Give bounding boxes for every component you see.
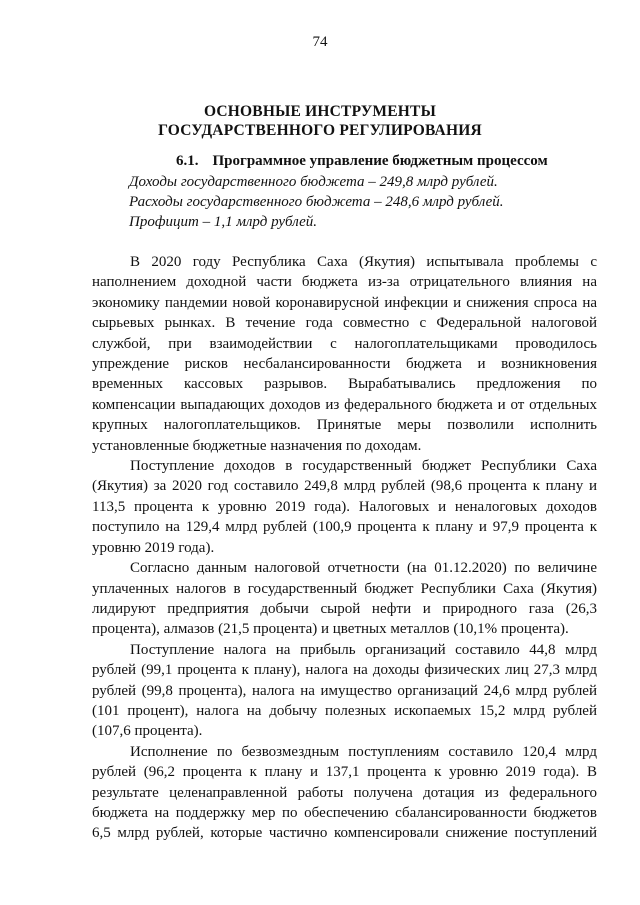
paragraph-5: Исполнение по безвозмездным поступлениям составило 120,4 млрд рублей (96,2 процента к плану и 137,1 процента к уровню 2019 года). В результате целенаправленной работы получена дотация из федерального бюджета на поддержку мер по обеспечению сбалансированности бюджетов 6,5 млрд рублей, которые частично компенсировали снижение поступлений (92, 743, 597, 842)
section-title (176, 152, 548, 171)
summary-expenses: Расходы государственного бюджета – 248,6 млрд рублей. (129, 194, 504, 210)
paragraph-4: Поступление налога на прибыль организаций составило 44,8 млрд рублей (99,1 процента к плану), налога на доходы физических лиц 27,3 млрд рублей (99,8 процента), налога на имущество организаций 24,6 млрд рублей (101 процент), налога на добычу полезных ископаемых 15,2 млрд рублей (107,6 процента). (92, 641, 597, 740)
section-title-text: Программное управление бюджетным процессом (212, 153, 548, 169)
paragraph-1: В 2020 году Республика Саха (Якутия) испытывала проблемы с наполнением доходной части бюджета из-за отрицательного влияния на экономику пандемии новой коронавирусной инфекции и снижения спроса на сырьевых рынках. В течение года совместно с Федеральной налоговой службой, при взаимодействии с налогоплательщиками проводилось упреждение рисков несбалансированности бюджета и возникновения временных кассовых разрывов. Вырабатывались предложения по компенсации выпадающих доходов из федерального бюджета и от отдельных крупных налогоплательщиков. Принятые меры позволили исполнить установленные бюджетные назначения по доходам. (92, 254, 597, 454)
paragraph-2: Поступление доходов в государственный бюджет Республики Саха (Якутия) за 2020 год составило 249,8 млрд рублей (98,6 процента к плану и 113,5 процента к уровню 2019 года). Налоговых и неналоговых доходов поступило на 129,4 млрд рублей (100,9 процента к плану и 97,9 процента к уровню 2019 года). (92, 458, 597, 556)
chapter-heading-line-2: ГОСУДАРСТВЕННОГО РЕГУЛИРОВАНИЯ (158, 122, 482, 139)
chapter-heading-line-1: ОСНОВНЫЕ ИНСТРУМЕНТЫ (203, 103, 437, 120)
body-text (92, 252, 597, 844)
budget-summary (129, 172, 504, 232)
section-number: 6.1. (176, 153, 199, 169)
summary-revenue: Доходы государственного бюджета – 249,8 млрд рублей. (129, 174, 498, 190)
paragraph-3: Согласно данным налоговой отчетности (на 01.12.2020) по величине уплаченных налогов в государственный бюджет Республики Саха (Якутия) лидируют предприятия добычи сырой нефти и природного газа (26,3 процента), алмазов (21,5 процента) и цветных металлов (10,1% процента). (92, 560, 597, 638)
chapter-heading (0, 102, 640, 140)
summary-surplus: Профицит – 1,1 млрд рублей. (129, 214, 318, 230)
page-number: 74 (312, 34, 328, 50)
